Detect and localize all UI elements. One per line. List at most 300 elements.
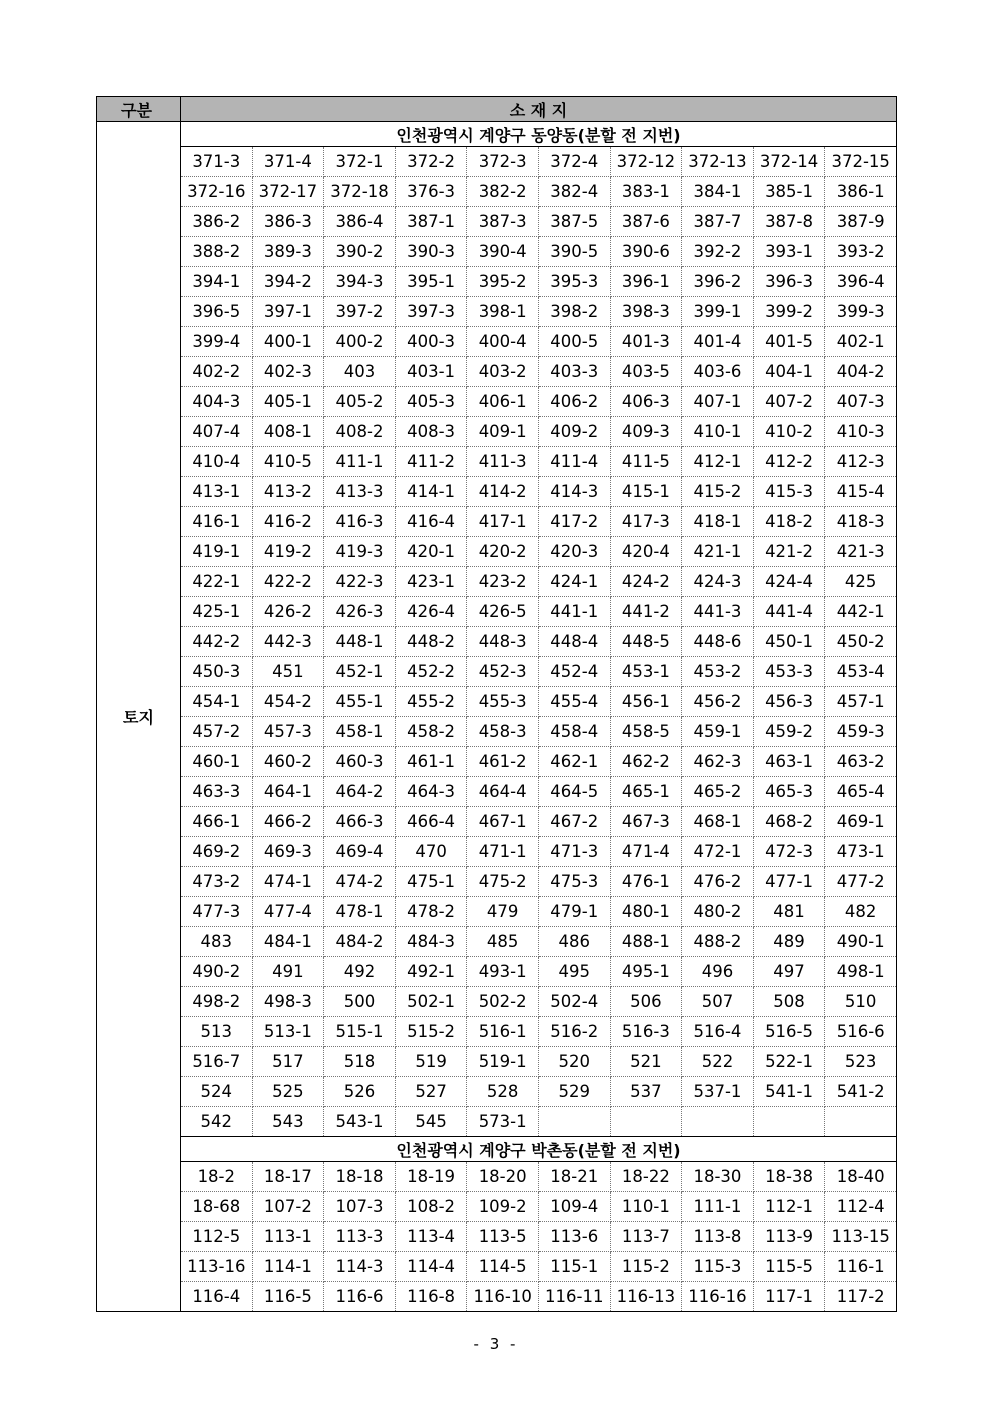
lot-number-cell: 515-1 (324, 1017, 396, 1047)
lot-number-cell: 526 (324, 1077, 396, 1107)
lot-number-cell: 112-4 (825, 1192, 897, 1222)
lot-number-cell: 469-3 (252, 837, 324, 867)
lot-number-cell: 18-30 (682, 1162, 754, 1192)
lot-number-cell: 523 (825, 1047, 897, 1077)
table-body (97, 97, 897, 1312)
lot-number-cell: 398-2 (538, 297, 610, 327)
lot-number-cell: 477-3 (181, 897, 253, 927)
lot-number-cell: 407-3 (825, 387, 897, 417)
lot-number-cell: 394-2 (252, 267, 324, 297)
section-title-row (97, 122, 897, 147)
lot-number-cell: 456-2 (682, 687, 754, 717)
lot-number-cell: 422-2 (252, 567, 324, 597)
lot-number-cell: 541-1 (753, 1077, 825, 1107)
table-row (97, 207, 897, 237)
lot-number-cell: 528 (467, 1077, 539, 1107)
lot-number-cell: 442-1 (825, 597, 897, 627)
header-category: 구분 (97, 97, 181, 122)
lot-number-cell: 460-2 (252, 747, 324, 777)
table-row (97, 267, 897, 297)
lot-number-cell: 496 (682, 957, 754, 987)
lot-number-cell: 467-2 (538, 807, 610, 837)
lot-number-cell: 495-1 (610, 957, 682, 987)
table-row (97, 1282, 897, 1312)
lot-number-cell: 18-40 (825, 1162, 897, 1192)
lot-number-cell: 464-3 (395, 777, 467, 807)
lot-number-cell: 448-6 (682, 627, 754, 657)
lot-number-cell: 403-2 (467, 357, 539, 387)
lot-number-cell: 371-4 (252, 147, 324, 177)
lot-number-cell: 466-2 (252, 807, 324, 837)
lot-number-cell: 419-2 (252, 537, 324, 567)
table-row (97, 927, 897, 957)
lot-number-cell: 412-3 (825, 447, 897, 477)
lot-number-cell: 426-4 (395, 597, 467, 627)
lot-number-cell: 491 (252, 957, 324, 987)
lot-number-cell: 484-1 (252, 927, 324, 957)
lot-number-cell: 393-1 (753, 237, 825, 267)
lot-number-cell: 513-1 (252, 1017, 324, 1047)
lot-number-cell: 411-3 (467, 447, 539, 477)
lot-number-cell: 516-7 (181, 1047, 253, 1077)
lot-number-cell: 18-18 (324, 1162, 396, 1192)
lot-number-cell: 506 (610, 987, 682, 1017)
lot-number-cell: 418-2 (753, 507, 825, 537)
lot-number-cell: 456-3 (753, 687, 825, 717)
lot-number-cell: 376-3 (395, 177, 467, 207)
lot-number-cell: 410-4 (181, 447, 253, 477)
lot-number-cell: 474-1 (252, 867, 324, 897)
lot-number-cell: 410-2 (753, 417, 825, 447)
lot-number-cell: 382-4 (538, 177, 610, 207)
lot-number-cell: 493-1 (467, 957, 539, 987)
lot-number-cell: 411-1 (324, 447, 396, 477)
lot-number-cell: 372-17 (252, 177, 324, 207)
lot-number-cell: 396-5 (181, 297, 253, 327)
lot-number-cell: 113-15 (825, 1222, 897, 1252)
lot-number-cell: 441-4 (753, 597, 825, 627)
lot-number-cell: 452-4 (538, 657, 610, 687)
lot-number-cell: 541-2 (825, 1077, 897, 1107)
lot-number-cell: 457-3 (252, 717, 324, 747)
lot-number-cell: 471-3 (538, 837, 610, 867)
table-row (97, 897, 897, 927)
lot-number-cell: 403 (324, 357, 396, 387)
lot-number-cell: 113-7 (610, 1222, 682, 1252)
lot-number-cell: 372-2 (395, 147, 467, 177)
lot-number-cell (753, 1107, 825, 1137)
lot-number-cell: 411-4 (538, 447, 610, 477)
lot-number-cell: 116-11 (538, 1282, 610, 1312)
lot-number-cell: 417-2 (538, 507, 610, 537)
lot-number-cell: 502-1 (395, 987, 467, 1017)
lot-number-cell: 466-3 (324, 807, 396, 837)
lot-number-cell: 448-1 (324, 627, 396, 657)
lot-number-cell: 475-1 (395, 867, 467, 897)
lot-number-cell: 492 (324, 957, 396, 987)
lot-number-cell: 18-21 (538, 1162, 610, 1192)
lot-number-cell: 545 (395, 1107, 467, 1137)
table-row (97, 657, 897, 687)
lot-number-cell: 421-3 (825, 537, 897, 567)
lot-number-cell: 385-1 (753, 177, 825, 207)
lot-number-cell: 404-2 (825, 357, 897, 387)
lot-number-cell (538, 1107, 610, 1137)
lot-number-cell: 516-2 (538, 1017, 610, 1047)
table-row (97, 147, 897, 177)
lot-number-cell: 452-2 (395, 657, 467, 687)
lot-number-cell: 18-19 (395, 1162, 467, 1192)
lot-number-cell: 424-2 (610, 567, 682, 597)
lot-number-cell: 387-9 (825, 207, 897, 237)
lot-number-cell: 413-2 (252, 477, 324, 507)
lot-number-cell: 479-1 (538, 897, 610, 927)
lot-number-cell: 372-15 (825, 147, 897, 177)
lot-number-cell: 402-2 (181, 357, 253, 387)
lot-number-cell: 473-2 (181, 867, 253, 897)
lot-number-cell: 424-1 (538, 567, 610, 597)
document-page (96, 96, 896, 1312)
table-row (97, 1017, 897, 1047)
lot-number-cell: 422-1 (181, 567, 253, 597)
table-row (97, 387, 897, 417)
lot-number-cell: 18-17 (252, 1162, 324, 1192)
table-row (97, 477, 897, 507)
lot-number-cell: 382-2 (467, 177, 539, 207)
lot-number-cell: 413-1 (181, 477, 253, 507)
lot-number-cell: 18-68 (181, 1192, 253, 1222)
lot-number-cell: 477-4 (252, 897, 324, 927)
land-location-table (96, 96, 897, 1312)
lot-number-cell: 113-3 (324, 1222, 396, 1252)
lot-number-cell: 464-4 (467, 777, 539, 807)
table-row (97, 507, 897, 537)
lot-number-cell: 425 (825, 567, 897, 597)
lot-number-cell: 516-5 (753, 1017, 825, 1047)
lot-number-cell: 522-1 (753, 1047, 825, 1077)
lot-number-cell: 415-3 (753, 477, 825, 507)
lot-number-cell: 462-1 (538, 747, 610, 777)
lot-number-cell: 396-3 (753, 267, 825, 297)
lot-number-cell: 490-2 (181, 957, 253, 987)
lot-number-cell: 405-2 (324, 387, 396, 417)
lot-number-cell: 466-1 (181, 807, 253, 837)
lot-number-cell: 399-1 (682, 297, 754, 327)
lot-number-cell: 420-4 (610, 537, 682, 567)
lot-number-cell: 116-16 (682, 1282, 754, 1312)
table-row (97, 597, 897, 627)
lot-number-cell: 489 (753, 927, 825, 957)
lot-number-cell: 448-2 (395, 627, 467, 657)
lot-number-cell: 114-5 (467, 1252, 539, 1282)
lot-number-cell: 400-2 (324, 327, 396, 357)
table-row (97, 1162, 897, 1192)
lot-number-cell: 403-1 (395, 357, 467, 387)
lot-number-cell: 477-1 (753, 867, 825, 897)
lot-number-cell: 450-3 (181, 657, 253, 687)
lot-number-cell: 113-5 (467, 1222, 539, 1252)
lot-number-cell: 416-1 (181, 507, 253, 537)
lot-number-cell: 115-3 (682, 1252, 754, 1282)
lot-number-cell: 372-18 (324, 177, 396, 207)
lot-number-cell: 387-7 (682, 207, 754, 237)
lot-number-cell: 421-2 (753, 537, 825, 567)
table-row (97, 627, 897, 657)
lot-number-cell: 386-2 (181, 207, 253, 237)
lot-number-cell: 400-4 (467, 327, 539, 357)
lot-number-cell: 390-3 (395, 237, 467, 267)
lot-number-cell: 116-6 (324, 1282, 396, 1312)
lot-number-cell: 116-10 (467, 1282, 539, 1312)
lot-number-cell: 426-5 (467, 597, 539, 627)
lot-number-cell: 420-2 (467, 537, 539, 567)
table-row (97, 777, 897, 807)
lot-number-cell (610, 1107, 682, 1137)
lot-number-cell: 518 (324, 1047, 396, 1077)
lot-number-cell: 520 (538, 1047, 610, 1077)
lot-number-cell: 474-2 (324, 867, 396, 897)
lot-number-cell: 116-13 (610, 1282, 682, 1312)
lot-number-cell: 467-3 (610, 807, 682, 837)
lot-number-cell: 419-3 (324, 537, 396, 567)
lot-number-cell: 456-1 (610, 687, 682, 717)
lot-number-cell: 529 (538, 1077, 610, 1107)
lot-number-cell: 400-5 (538, 327, 610, 357)
lot-number-cell: 371-3 (181, 147, 253, 177)
table-row (97, 177, 897, 207)
lot-number-cell: 390-5 (538, 237, 610, 267)
table-row (97, 717, 897, 747)
lot-number-cell: 117-2 (825, 1282, 897, 1312)
lot-number-cell: 416-4 (395, 507, 467, 537)
lot-number-cell: 412-1 (682, 447, 754, 477)
lot-number-cell: 408-1 (252, 417, 324, 447)
lot-number-cell: 408-2 (324, 417, 396, 447)
lot-number-cell: 486 (538, 927, 610, 957)
lot-number-cell: 469-1 (825, 807, 897, 837)
lot-number-cell: 417-3 (610, 507, 682, 537)
lot-number-cell: 386-4 (324, 207, 396, 237)
lot-number-cell: 502-4 (538, 987, 610, 1017)
lot-number-cell: 405-3 (395, 387, 467, 417)
table-row (97, 1047, 897, 1077)
lot-number-cell: 510 (825, 987, 897, 1017)
lot-number-cell: 441-3 (682, 597, 754, 627)
lot-number-cell: 542 (181, 1107, 253, 1137)
lot-number-cell: 401-5 (753, 327, 825, 357)
lot-number-cell: 454-2 (252, 687, 324, 717)
lot-number-cell: 455-1 (324, 687, 396, 717)
lot-number-cell: 423-2 (467, 567, 539, 597)
lot-number-cell: 424-3 (682, 567, 754, 597)
lot-number-cell: 459-3 (825, 717, 897, 747)
table-row (97, 867, 897, 897)
lot-number-cell: 448-5 (610, 627, 682, 657)
lot-number-cell: 498-2 (181, 987, 253, 1017)
lot-number-cell: 406-1 (467, 387, 539, 417)
lot-number-cell: 110-1 (610, 1192, 682, 1222)
lot-number-cell: 384-1 (682, 177, 754, 207)
lot-number-cell: 407-2 (753, 387, 825, 417)
lot-number-cell: 390-4 (467, 237, 539, 267)
lot-number-cell: 459-1 (682, 717, 754, 747)
lot-number-cell: 452-1 (324, 657, 396, 687)
lot-number-cell: 463-3 (181, 777, 253, 807)
lot-number-cell: 490-1 (825, 927, 897, 957)
lot-number-cell: 488-1 (610, 927, 682, 957)
lot-number-cell: 464-1 (252, 777, 324, 807)
lot-number-cell: 406-3 (610, 387, 682, 417)
lot-number-cell: 462-3 (682, 747, 754, 777)
lot-number-cell: 397-1 (252, 297, 324, 327)
lot-number-cell: 453-4 (825, 657, 897, 687)
lot-number-cell: 114-4 (395, 1252, 467, 1282)
lot-number-cell: 372-4 (538, 147, 610, 177)
lot-number-cell: 395-3 (538, 267, 610, 297)
lot-number-cell: 515-2 (395, 1017, 467, 1047)
lot-number-cell: 407-4 (181, 417, 253, 447)
lot-number-cell: 519 (395, 1047, 467, 1077)
lot-number-cell: 448-4 (538, 627, 610, 657)
lot-number-cell: 469-4 (324, 837, 396, 867)
lot-number-cell: 457-2 (181, 717, 253, 747)
lot-number-cell: 472-3 (753, 837, 825, 867)
lot-number-cell: 467-1 (467, 807, 539, 837)
lot-number-cell: 465-4 (825, 777, 897, 807)
table-row (97, 297, 897, 327)
table-row (97, 417, 897, 447)
lot-number-cell: 113-6 (538, 1222, 610, 1252)
lot-number-cell: 116-5 (252, 1282, 324, 1312)
lot-number-cell: 517 (252, 1047, 324, 1077)
lot-number-cell: 464-2 (324, 777, 396, 807)
lot-number-cell: 464-5 (538, 777, 610, 807)
lot-number-cell: 455-2 (395, 687, 467, 717)
lot-number-cell: 397-3 (395, 297, 467, 327)
lot-number-cell: 421-1 (682, 537, 754, 567)
lot-number-cell: 412-2 (753, 447, 825, 477)
lot-number-cell: 543-1 (324, 1107, 396, 1137)
lot-number-cell: 516-6 (825, 1017, 897, 1047)
table-row (97, 567, 897, 597)
lot-number-cell: 521 (610, 1047, 682, 1077)
lot-number-cell: 372-14 (753, 147, 825, 177)
lot-number-cell: 459-2 (753, 717, 825, 747)
lot-number-cell: 460-1 (181, 747, 253, 777)
lot-number-cell: 476-1 (610, 867, 682, 897)
lot-number-cell: 388-2 (181, 237, 253, 267)
lot-number-cell: 498-3 (252, 987, 324, 1017)
lot-number-cell: 442-3 (252, 627, 324, 657)
lot-number-cell: 399-2 (753, 297, 825, 327)
lot-number-cell: 18-38 (753, 1162, 825, 1192)
lot-number-cell: 441-1 (538, 597, 610, 627)
lot-number-cell: 396-1 (610, 267, 682, 297)
lot-number-cell: 425-1 (181, 597, 253, 627)
lot-number-cell: 537-1 (682, 1077, 754, 1107)
lot-number-cell: 386-1 (825, 177, 897, 207)
lot-number-cell: 516-4 (682, 1017, 754, 1047)
lot-number-cell: 408-3 (395, 417, 467, 447)
lot-number-cell: 114-1 (252, 1252, 324, 1282)
lot-number-cell: 450-1 (753, 627, 825, 657)
lot-number-cell: 404-1 (753, 357, 825, 387)
table-row (97, 1107, 897, 1137)
lot-number-cell: 415-1 (610, 477, 682, 507)
lot-number-cell: 113-1 (252, 1222, 324, 1252)
lot-number-cell: 387-8 (753, 207, 825, 237)
lot-number-cell: 516-3 (610, 1017, 682, 1047)
lot-number-cell: 424-4 (753, 567, 825, 597)
lot-number-cell: 419-1 (181, 537, 253, 567)
lot-number-cell: 458-1 (324, 717, 396, 747)
lot-number-cell: 458-3 (467, 717, 539, 747)
lot-number-cell: 390-2 (324, 237, 396, 267)
lot-number-cell: 469-2 (181, 837, 253, 867)
table-row (97, 237, 897, 267)
lot-number-cell: 403-5 (610, 357, 682, 387)
lot-number-cell: 423-1 (395, 567, 467, 597)
lot-number-cell: 400-3 (395, 327, 467, 357)
lot-number-cell: 573-1 (467, 1107, 539, 1137)
lot-number-cell: 453-2 (682, 657, 754, 687)
lot-number-cell: 475-3 (538, 867, 610, 897)
table-row (97, 357, 897, 387)
table-row (97, 1192, 897, 1222)
lot-number-cell: 460-3 (324, 747, 396, 777)
lot-number-cell: 420-1 (395, 537, 467, 567)
lot-number-cell: 372-3 (467, 147, 539, 177)
lot-number-cell: 453-1 (610, 657, 682, 687)
lot-number-cell: 409-3 (610, 417, 682, 447)
lot-number-cell: 410-3 (825, 417, 897, 447)
lot-number-cell: 109-4 (538, 1192, 610, 1222)
lot-number-cell: 383-1 (610, 177, 682, 207)
lot-number-cell: 400-1 (252, 327, 324, 357)
lot-number-cell: 387-6 (610, 207, 682, 237)
table-row (97, 447, 897, 477)
lot-number-cell: 112-1 (753, 1192, 825, 1222)
lot-number-cell: 113-16 (181, 1252, 253, 1282)
lot-number-cell: 406-2 (538, 387, 610, 417)
table-row (97, 327, 897, 357)
lot-number-cell: 407-1 (682, 387, 754, 417)
lot-number-cell: 478-2 (395, 897, 467, 927)
lot-number-cell: 426-2 (252, 597, 324, 627)
lot-number-cell: 399-3 (825, 297, 897, 327)
lot-number-cell: 516-1 (467, 1017, 539, 1047)
lot-number-cell: 415-2 (682, 477, 754, 507)
lot-number-cell: 483 (181, 927, 253, 957)
lot-number-cell: 414-2 (467, 477, 539, 507)
lot-number-cell: 472-1 (682, 837, 754, 867)
lot-number-cell: 108-2 (395, 1192, 467, 1222)
lot-number-cell: 398-1 (467, 297, 539, 327)
lot-number-cell: 478-1 (324, 897, 396, 927)
lot-number-cell: 397-2 (324, 297, 396, 327)
lot-number-cell: 543 (252, 1107, 324, 1137)
lot-number-cell: 401-4 (682, 327, 754, 357)
table-row (97, 1252, 897, 1282)
lot-number-cell: 455-3 (467, 687, 539, 717)
header-location: 소 재 지 (181, 97, 897, 122)
lot-number-cell: 416-2 (252, 507, 324, 537)
lot-number-cell: 417-1 (467, 507, 539, 537)
lot-number-cell: 500 (324, 987, 396, 1017)
table-row (97, 987, 897, 1017)
lot-number-cell: 441-2 (610, 597, 682, 627)
lot-number-cell: 484-3 (395, 927, 467, 957)
